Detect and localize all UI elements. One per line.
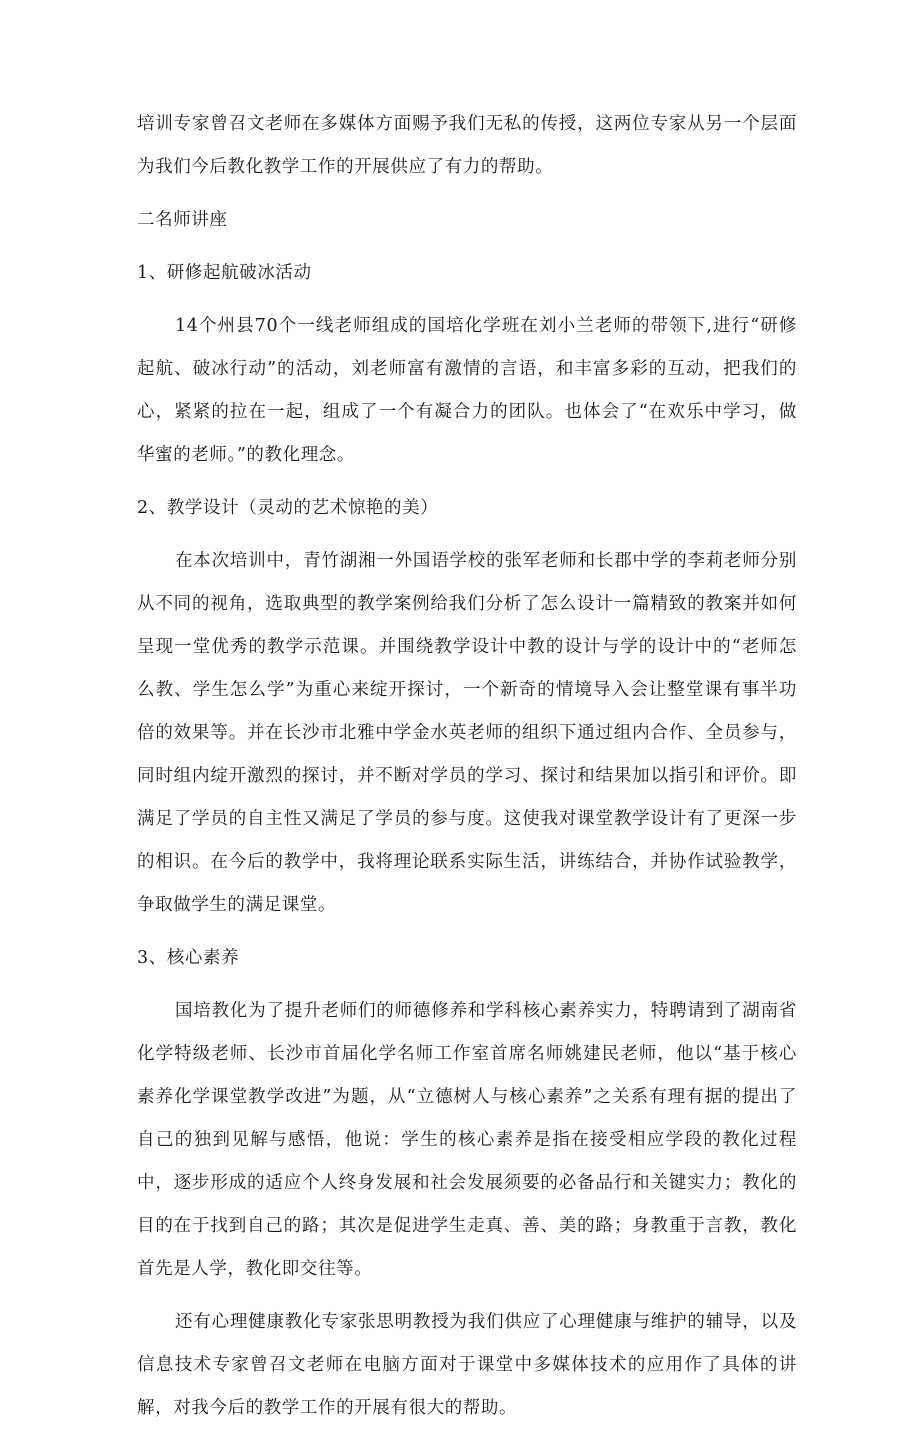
section-heading-famous-teacher-lectures: 二名师讲座 bbox=[137, 210, 228, 230]
paragraph-mental-health: 还有心理健康教化专家张思明教授为我们供应了心理健康与维护的辅导，以及信息技术专家曾召文老师在电脑方面对于课堂中多媒体技术的应用作了具体的讲解，对我今后的教学工作的开展有很大的帮助。 bbox=[137, 1312, 797, 1418]
document-body bbox=[137, 103, 797, 1430]
subheading-core-literacy: 3、核心素养 bbox=[137, 948, 240, 968]
paragraph-teaching-design: 在本次培训中，青竹湖湘一外国语学校的张军老师和长郡中学的李莉老师分别从不同的视角，选取典型的教学案例给我们分析了怎么设计一篇精致的教案并如何呈现一堂优秀的教学示范课。并围绕教学设计中教的设计与学的设计中的“老师怎么教、学生怎么学”为重心来绽开探讨，一个新奇的情境导入会让整堂课有事半功倍的效果等。并在长沙市北雅中学金水英老师的组织下通过组内合作、全员参与，同时组内绽开激烈的探讨，并不断对学员的学习、探讨和结果加以指引和评价。即满足了学员的自主性又满足了学员的参与度。这使我对课堂教学设计有了更深一步的相识。在今后的教学中，我将理论联系实际生活，讲练结合，并协作试验教学，争取做学生的满足课堂。 bbox=[137, 551, 797, 915]
paragraph-core-literacy: 国培教化为了提升老师们的师德修养和学科核心素养实力，特聘请到了湖南省化学特级老师、长沙市首届化学名师工作室首席名师姚建民老师，他以“基于核心素养化学课堂教学改进”为题，从“立德树人与核心素养”之关系有理有据的提出了自己的独到见解与感悟，他说：学生的核心素养是指在接受相应学段的教化过程中，逐步形成的适应个人终身发展和社会发展须要的必备品行和关键实力；教化的目的在于找到自己的路；其次是促进学生走真、善、美的路；身教重于言教，教化首先是人学，教化即交往等。 bbox=[137, 1001, 797, 1279]
subheading-icebreaker: 1、研修起航破冰活动 bbox=[137, 263, 312, 283]
paragraph-icebreaker: 14个州县70个一线老师组成的国培化学班在刘小兰老师的带领下,进行“研修起航、破冰行动”的活动，刘老师富有激情的言语，和丰富多彩的互动，把我们的心，紧紧的拉在一起，组成了一个有凝合力的团队。也体会了“在欢乐中学习，做华蜜的老师。”的教化理念。 bbox=[137, 316, 797, 465]
paragraph-intro-continuation: 培训专家曾召文老师在多媒体方面赐予我们无私的传授，这两位专家从另一个层面为我们今后教化教学工作的开展供应了有力的帮助。 bbox=[137, 114, 797, 177]
subheading-teaching-design: 2、教学设计（灵动的艺术惊艳的美） bbox=[137, 498, 439, 518]
